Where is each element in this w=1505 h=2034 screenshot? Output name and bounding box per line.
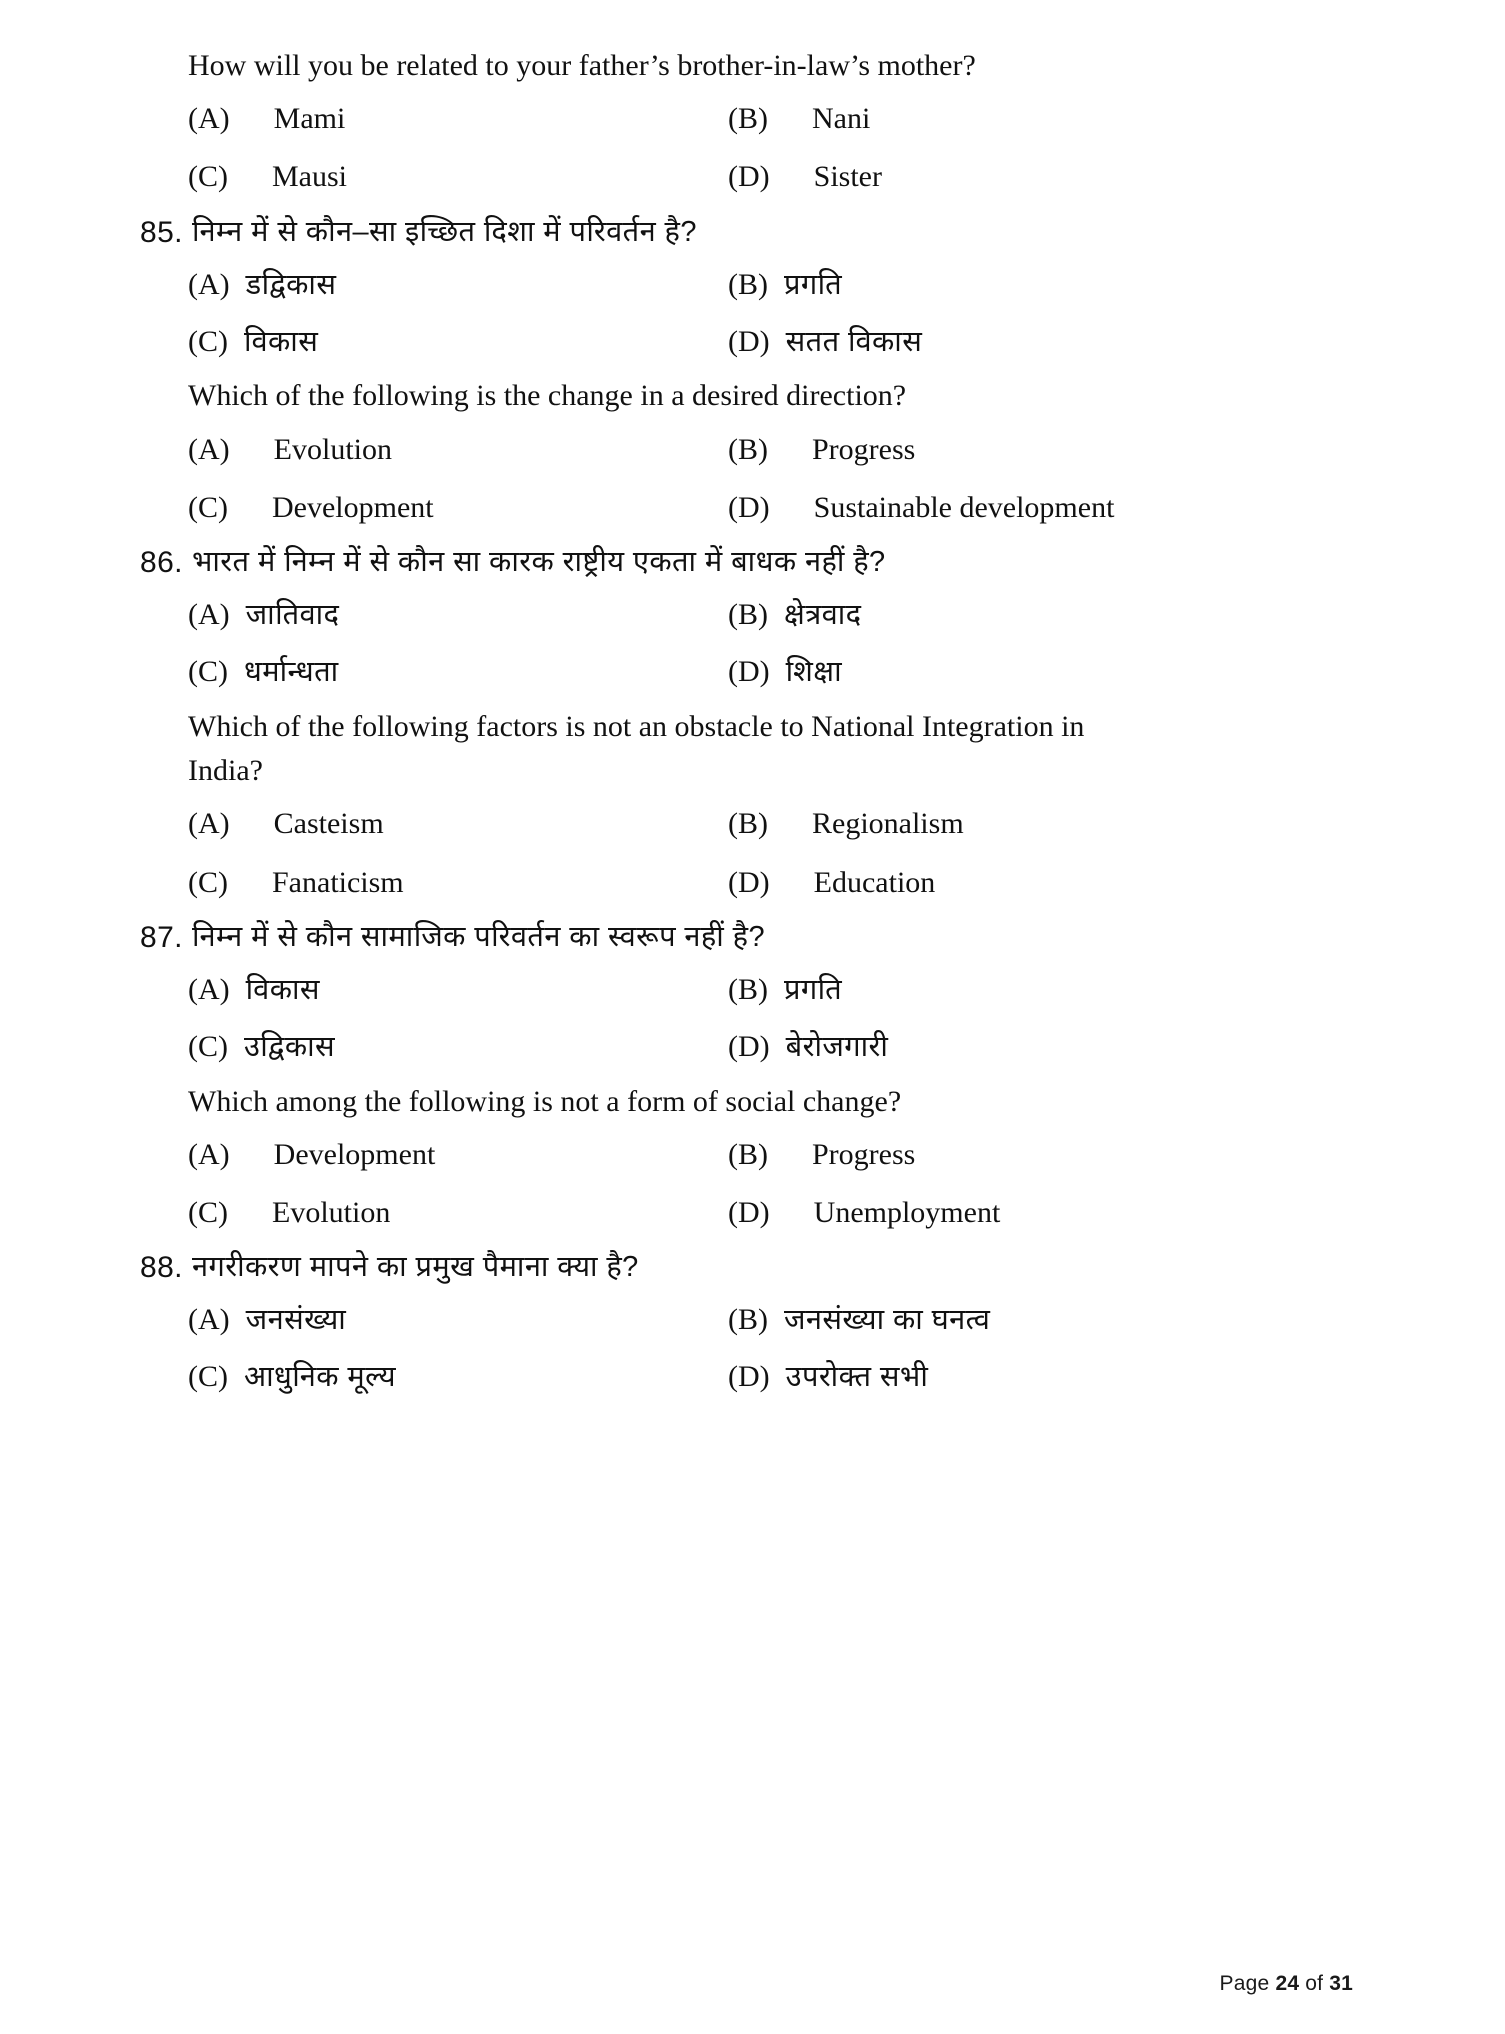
option-d[interactable] xyxy=(728,1184,1355,1242)
option-tag: (B) xyxy=(728,102,768,136)
option-label: उपरोक्त सभी xyxy=(785,1361,929,1394)
option-b[interactable] xyxy=(728,1126,1355,1184)
question-block-86 xyxy=(140,543,1355,912)
option-tag: (D) xyxy=(728,655,770,689)
option-a[interactable] xyxy=(188,1292,728,1349)
option-tag: (A) xyxy=(188,598,230,632)
question-stem-text: Which among the following is not a form of social change? xyxy=(188,1084,902,1118)
question-stem-text: India? xyxy=(188,754,263,788)
option-tag: (B) xyxy=(728,432,768,466)
options-86-hi xyxy=(140,587,1355,701)
question-number: 87. xyxy=(140,920,183,954)
option-tag: (C) xyxy=(188,865,228,899)
option-d[interactable] xyxy=(728,854,1355,912)
option-label: Casteism xyxy=(273,807,384,841)
options-87-hi xyxy=(140,962,1355,1076)
options-87-en xyxy=(140,1126,1355,1242)
option-label: Evolution xyxy=(273,432,392,466)
question-stem-88-hi xyxy=(140,1248,1355,1288)
footer-page-label: Page xyxy=(1219,1972,1270,1995)
footer-current-page: 24 xyxy=(1275,1972,1300,1995)
option-tag: (B) xyxy=(728,1303,768,1337)
option-d[interactable] xyxy=(728,644,1355,701)
question-stem-85-hi xyxy=(140,213,1355,253)
option-tag: (D) xyxy=(728,1195,770,1229)
option-label: बेरोजगारी xyxy=(785,1030,889,1063)
question-stem-text: निम्न में से कौन–सा इच्छित दिशा में परिवर्तन है? xyxy=(192,215,697,248)
options-86-en xyxy=(140,795,1355,911)
question-number: 88. xyxy=(140,1251,183,1285)
option-c[interactable] xyxy=(188,314,728,371)
option-label: Mausi xyxy=(272,160,347,194)
option-a[interactable] xyxy=(188,962,728,1019)
option-tag: (C) xyxy=(188,160,228,194)
footer-total-pages: 31 xyxy=(1329,1972,1353,1995)
option-a[interactable] xyxy=(188,587,728,644)
options-top xyxy=(140,90,1355,206)
question-number: 86. xyxy=(140,546,183,580)
option-label: Nani xyxy=(812,102,871,136)
option-tag: (A) xyxy=(188,1303,230,1337)
option-d[interactable] xyxy=(728,479,1355,537)
question-stem-85-en xyxy=(140,376,1355,416)
question-stem-top xyxy=(140,46,1355,86)
option-label: जनसंख्या का घनत्व xyxy=(784,1304,991,1337)
option-tag: (D) xyxy=(728,1360,770,1394)
option-label: Education xyxy=(813,865,936,899)
option-b[interactable] xyxy=(728,257,1355,314)
option-label: आधुनिक मूल्य xyxy=(244,1361,397,1394)
question-stem-text: नगरीकरण मापने का प्रमुख पैमाना क्या है? xyxy=(192,1251,639,1284)
option-d[interactable] xyxy=(728,1019,1355,1076)
option-b[interactable] xyxy=(728,795,1355,853)
option-c[interactable] xyxy=(188,644,728,701)
option-label: जनसंख्या xyxy=(245,1304,347,1337)
option-c[interactable] xyxy=(188,1349,728,1406)
options-85-hi xyxy=(140,257,1355,371)
option-label: जातिवाद xyxy=(245,599,340,632)
option-label: Development xyxy=(273,1137,436,1171)
option-b[interactable] xyxy=(728,90,1355,148)
page-footer xyxy=(1220,1972,1353,1996)
option-label: डद्विकास xyxy=(245,268,337,301)
option-tag: (D) xyxy=(728,160,770,194)
option-tag: (C) xyxy=(188,655,228,689)
option-tag: (D) xyxy=(728,324,770,358)
question-block-87 xyxy=(140,918,1355,1242)
question-stem-text: Which of the following factors is not an obstacle to National Integration in xyxy=(188,709,1085,743)
options-85-en xyxy=(140,421,1355,537)
option-label: Development xyxy=(272,490,434,524)
option-tag: (C) xyxy=(188,324,228,358)
option-tag: (A) xyxy=(188,432,230,466)
question-block-88 xyxy=(140,1248,1355,1406)
option-label: Mami xyxy=(273,102,346,136)
question-stem-text: भारत में निम्न में से कौन सा कारक राष्ट्रीय एकता में बाधक नहीं है? xyxy=(192,546,886,579)
option-tag: (A) xyxy=(188,102,230,136)
option-tag: (A) xyxy=(188,807,230,841)
option-tag: (B) xyxy=(728,807,768,841)
question-stem-87-hi xyxy=(140,918,1355,958)
question-block-top xyxy=(140,46,1355,207)
option-c[interactable] xyxy=(188,1184,728,1242)
option-tag: (A) xyxy=(188,972,230,1006)
option-label: प्रगति xyxy=(784,268,843,301)
option-tag: (D) xyxy=(728,490,770,524)
option-tag: (C) xyxy=(188,490,228,524)
option-b[interactable] xyxy=(728,962,1355,1019)
options-88-hi xyxy=(140,1292,1355,1406)
question-stem-text: Which of the following is the change in a desired direction? xyxy=(188,379,907,413)
option-label: Progress xyxy=(812,432,916,466)
option-tag: (B) xyxy=(728,598,768,632)
option-tag: (B) xyxy=(728,972,768,1006)
option-label: उद्विकास xyxy=(244,1030,336,1063)
option-a[interactable] xyxy=(188,421,728,479)
option-label: Sister xyxy=(813,160,882,194)
option-c[interactable] xyxy=(188,1019,728,1076)
option-tag: (B) xyxy=(728,267,768,301)
option-label: Sustainable development xyxy=(813,490,1115,524)
option-b[interactable] xyxy=(728,587,1355,644)
option-label: Evolution xyxy=(272,1195,391,1229)
option-tag: (D) xyxy=(728,865,770,899)
footer-of-label: of xyxy=(1305,1972,1324,1995)
option-label: क्षेत्रवाद xyxy=(784,599,862,632)
option-d[interactable] xyxy=(728,148,1355,206)
option-tag: (C) xyxy=(188,1360,228,1394)
option-a[interactable] xyxy=(188,1126,728,1184)
option-a[interactable] xyxy=(188,90,728,148)
option-tag: (B) xyxy=(728,1137,768,1171)
option-label: Progress xyxy=(812,1137,916,1171)
question-stem-86-en-line2 xyxy=(140,751,1355,791)
option-label: Regionalism xyxy=(812,807,964,841)
option-tag: (D) xyxy=(728,1029,770,1063)
option-a[interactable] xyxy=(188,795,728,853)
option-label: विकास xyxy=(245,973,320,1006)
option-tag: (A) xyxy=(188,267,230,301)
question-block-85 xyxy=(140,213,1355,537)
option-label: विकास xyxy=(244,325,319,358)
option-tag: (C) xyxy=(188,1029,228,1063)
option-label: धर्मान्धता xyxy=(244,656,339,689)
question-number: 85. xyxy=(140,215,183,249)
option-a[interactable] xyxy=(188,257,728,314)
question-stem-text: निम्न में से कौन सामाजिक परिवर्तन का स्वरूप नहीं है? xyxy=(192,920,766,953)
option-d[interactable] xyxy=(728,314,1355,371)
option-c[interactable] xyxy=(188,854,728,912)
option-label: Unemployment xyxy=(813,1195,1001,1229)
option-label: प्रगति xyxy=(784,973,843,1006)
option-c[interactable] xyxy=(188,479,728,537)
option-label: शिक्षा xyxy=(785,656,842,689)
option-d[interactable] xyxy=(728,1349,1355,1406)
option-label: सतत विकास xyxy=(785,325,923,358)
question-stem-86-en-line1 xyxy=(140,707,1355,747)
option-tag: (C) xyxy=(188,1195,228,1229)
option-b[interactable] xyxy=(728,421,1355,479)
option-c[interactable] xyxy=(188,148,728,206)
question-stem-text: How will you be related to your father’s brother-in-law’s mother? xyxy=(188,49,976,82)
option-tag: (A) xyxy=(188,1137,230,1171)
option-label: Fanaticism xyxy=(272,865,404,899)
question-stem-87-en xyxy=(140,1082,1355,1122)
option-b[interactable] xyxy=(728,1292,1355,1349)
question-stem-86-hi xyxy=(140,543,1355,583)
